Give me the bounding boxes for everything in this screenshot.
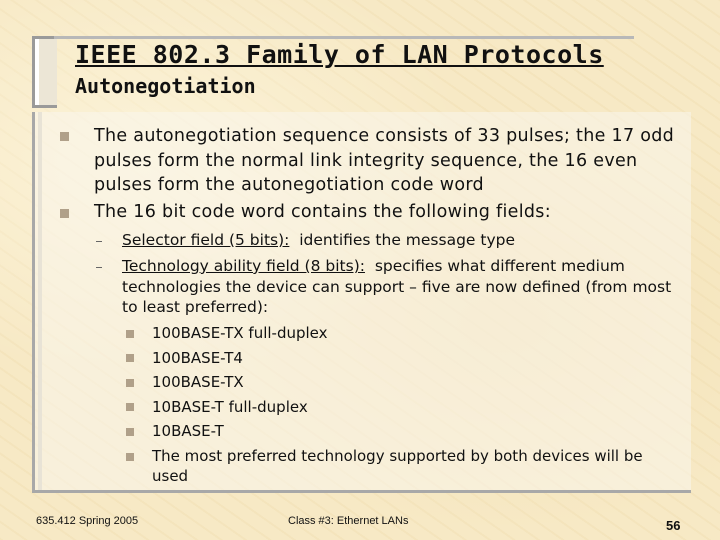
footer-topic: Class #3: Ethernet LANs [288, 515, 409, 527]
bullet-text-2: The 16 bit code word contains the following fields: [94, 202, 551, 222]
footer-course: 635.412 Spring 2005 [36, 515, 139, 527]
bullet-square-icon [126, 379, 134, 387]
field-name: Technology ability field (8 bits): [122, 257, 365, 275]
slide-title: IEEE 802.3 Family of LAN Protocols [75, 40, 604, 69]
bullet-square-icon [126, 330, 134, 338]
tech-item: 100BASE-T4 [152, 349, 243, 367]
bullet-square-icon [126, 354, 134, 362]
bullet-square-icon [126, 428, 134, 436]
field-item-technology [122, 256, 688, 318]
field-item-selector [122, 230, 688, 251]
title-rule [54, 36, 634, 39]
tech-item: 100BASE-TX full-duplex [152, 324, 328, 342]
page-number: 56 [666, 518, 681, 533]
tech-item: 100BASE-TX [152, 373, 244, 391]
field-desc: specifies what different medium technologies the device can support – five are now defined (from most to least preferred): [122, 257, 672, 316]
bullet-text-1: The autonegotiation sequence consists of 33 pulses; the 17 odd pulses form the normal link integrity sequence, the 16 even pulses form the autonegotiation code word [94, 126, 675, 195]
title-bracket-decoration [32, 36, 57, 108]
dash-bullet-icon [96, 241, 102, 242]
dash-bullet-icon [96, 267, 102, 268]
field-desc: identifies the message type [299, 231, 516, 249]
bullet-square-icon [60, 209, 69, 218]
tech-item: The most preferred technology supported by both devices will be used [152, 447, 643, 485]
bullet-square-icon [126, 403, 134, 411]
field-name: Selector field (5 bits): [122, 231, 290, 249]
bullet-square-icon [126, 453, 134, 461]
tech-item: 10BASE-T full-duplex [152, 398, 308, 416]
bullet-square-icon [60, 132, 69, 141]
slide-subtitle: Autonegotiation [75, 74, 256, 98]
tech-item: 10BASE-T [152, 422, 224, 440]
